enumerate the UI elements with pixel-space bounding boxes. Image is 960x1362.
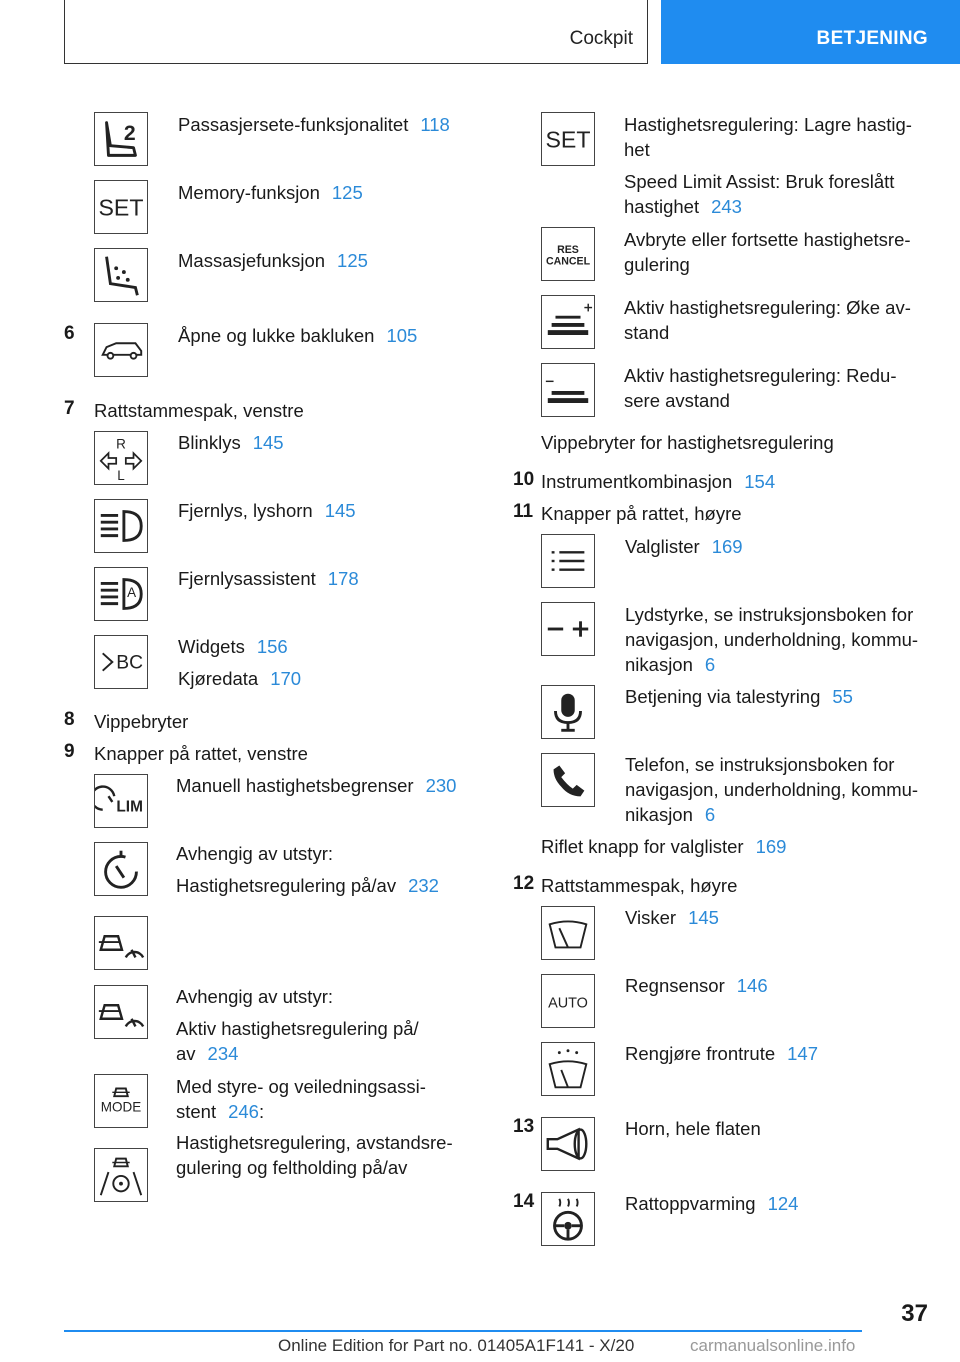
wiper-text: [625, 905, 719, 930]
lane-label-line1: Hastighetsregulering, avstandsre-: [176, 1132, 453, 1153]
high-beam-page-link[interactable]: 145: [324, 500, 356, 521]
phone-page-link[interactable]: 6: [704, 804, 716, 825]
phone-icon: [541, 753, 595, 807]
cruise-control-icon: [94, 842, 148, 896]
item-12-number: 12: [513, 873, 535, 894]
widgets-page-link[interactable]: 156: [256, 636, 288, 657]
sla-label-line1: Speed Limit Assist: Bruk foreslått: [624, 171, 895, 192]
acc-page-link[interactable]: 234: [207, 1043, 239, 1064]
acc-icon: [94, 916, 148, 970]
distance-plus-label-line2: stand: [624, 322, 670, 343]
item-10-label: Instrumentkombinasjon: [541, 471, 733, 492]
passenger-seat-label: Passasjersete-funksjonalitet: [178, 114, 409, 135]
cruise-label: Hastighetsregulering på/av: [176, 875, 397, 896]
mode-icon: [94, 1074, 148, 1128]
item-8-number: 8: [64, 709, 75, 730]
widgets-label: Widgets: [178, 636, 245, 657]
cruise-page-link[interactable]: 232: [408, 875, 439, 896]
mode-label-line2: stent: [176, 1101, 217, 1122]
item-6-number: 6: [64, 323, 75, 344]
set-speed-icon-text: SET: [545, 126, 591, 153]
distance-minus-label-line2: sere avstand: [624, 390, 730, 411]
volume-label-line3: nikasjon: [625, 654, 693, 675]
horn-icon: [541, 1117, 595, 1171]
acc-icon-2: [94, 985, 148, 1039]
voice-text: [625, 684, 853, 709]
res-cancel-icon: [541, 227, 595, 281]
header-section-box: [64, 0, 648, 64]
item-11-number: 11: [513, 501, 534, 522]
header-chapter: BETJENING: [816, 28, 928, 49]
memory-text: [178, 180, 363, 205]
widgets-text: [178, 634, 288, 659]
set-icon: [94, 180, 148, 234]
distance-plus-icon: [541, 295, 595, 349]
item-14-label: Rattoppvarming: [625, 1193, 756, 1214]
page-number: 37: [901, 1300, 928, 1327]
high-beam-assist-label: Fjernlysassistent: [178, 568, 316, 589]
volume-text-line3: [625, 652, 715, 677]
bc-icon-text: BC: [116, 652, 144, 674]
footer-watermark: carmanualsonline.info: [690, 1336, 856, 1355]
mode-icon-text: MODE: [100, 1099, 142, 1115]
acc-label-line1: Aktiv hastighetsregulering på/: [176, 1018, 419, 1039]
set-speed-label-line2: het: [624, 139, 650, 160]
massage-page-link[interactable]: 125: [337, 250, 368, 271]
knurled-page-link[interactable]: 169: [755, 836, 787, 857]
rocker-label: Vippebryter for hastighetsregulering: [541, 432, 834, 453]
speed-limiter-label: Manuell hastighetsbegrenser: [176, 775, 414, 796]
item-12-label: Rattstammespak, høyre: [541, 875, 738, 896]
speed-limiter-page-link[interactable]: 230: [425, 775, 457, 796]
wiper-label: Visker: [625, 907, 677, 928]
distance-minus-label-line1: Aktiv hastighetsregulering: Redu-: [624, 365, 897, 386]
high-beam-assist-page-link[interactable]: 178: [327, 568, 359, 589]
item-7-number: 7: [64, 398, 75, 419]
rain-label: Regnsensor: [625, 975, 725, 996]
acc-label-line2: av: [176, 1043, 196, 1064]
item-13-label: Horn, hele flaten: [625, 1118, 761, 1139]
volume-label-line1: Lydstyrke, se instruksjonsboken for: [625, 604, 914, 625]
res-cancel-label-line1: Avbryte eller fortsette hastighetsre-: [624, 229, 911, 250]
turn-signal-label: Blinklys: [178, 432, 241, 453]
sla-page-link[interactable]: 243: [711, 196, 742, 217]
item-8-label: Vippebryter: [94, 711, 189, 732]
footer-divider: [64, 1330, 862, 1332]
turn-signal-page-link[interactable]: 145: [252, 432, 284, 453]
lists-page-link[interactable]: 169: [711, 536, 743, 557]
list-icon: [541, 534, 595, 588]
res-icon-text: RES: [557, 244, 579, 257]
volume-icon: [541, 602, 595, 656]
turn-signal-text: [178, 430, 284, 455]
distance-plus-label-line1: Aktiv hastighetsregulering: Øke av-: [624, 297, 911, 318]
wiper-page-link[interactable]: 145: [688, 907, 719, 928]
high-beam-label: Fjernlys, lyshorn: [178, 500, 313, 521]
tailgate-text: [178, 323, 417, 348]
item-14-page-link[interactable]: 124: [767, 1193, 799, 1214]
sla-label-line2: hastighet: [624, 196, 700, 217]
acc-equip-label: Avhengig av utstyr:: [176, 986, 333, 1007]
high-beam-icon: [94, 499, 148, 553]
microphone-icon: [541, 685, 595, 739]
set-icon-text: SET: [98, 194, 144, 221]
rain-page-link[interactable]: 146: [736, 975, 768, 996]
trip-data-label: Kjøredata: [178, 668, 259, 689]
volume-page-link[interactable]: 6: [704, 654, 716, 675]
lists-label: Valglister: [625, 536, 700, 557]
lists-text: [625, 534, 743, 559]
high-beam-assist-icon: [94, 567, 148, 621]
distance-minus-icon: [541, 363, 595, 417]
phone-label-line3: nikasjon: [625, 804, 693, 825]
item-14-text: [625, 1191, 798, 1216]
item-9-number: 9: [64, 741, 75, 762]
voice-page-link[interactable]: 55: [832, 686, 853, 707]
memory-label: Memory-funksjon: [178, 182, 320, 203]
bc-icon: [94, 635, 148, 689]
cruise-text: [176, 873, 439, 898]
knurled-label: Riflet knapp for valglister: [541, 836, 744, 857]
seat-icon-digit: 2: [123, 121, 136, 145]
speed-limiter-text: [176, 773, 456, 798]
passenger-seat-page-link[interactable]: 118: [420, 114, 450, 135]
volume-label-line2: navigasjon, underholdning, kommu-: [625, 629, 919, 650]
high-beam-assist-text: [178, 566, 359, 591]
item-6-label: Åpne og lukke bakluken: [178, 325, 375, 346]
set-speed-label-line1: Hastighetsregulering: Lagre hastig-: [624, 114, 912, 135]
item-10-text: [541, 469, 775, 494]
item-13-number: 13: [513, 1116, 535, 1137]
memory-page-link[interactable]: 125: [331, 182, 363, 203]
washer-icon: [541, 1042, 595, 1096]
rain-sensor-auto: AUTO: [548, 995, 588, 1012]
speed-limiter-icon: [94, 774, 148, 828]
phone-text-line3: [625, 802, 715, 827]
lane-label-line2: gulering og feltholding på/av: [176, 1157, 408, 1178]
washer-label: Rengjøre frontrute: [625, 1043, 776, 1064]
high-beam-assist-a: A: [127, 584, 137, 600]
mode-label-line1: Med styre- og veiledningsassi-: [176, 1076, 426, 1097]
header-section: Cockpit: [569, 28, 633, 49]
item-6-page-link[interactable]: 105: [386, 325, 418, 346]
trip-data-text: [178, 666, 301, 691]
massage-seat-icon: [94, 248, 148, 302]
turn-signal-r: R: [116, 436, 126, 452]
item-9-label: Knapper på rattet, venstre: [94, 743, 308, 764]
knurled-text: [541, 834, 786, 859]
cruise-equip-label: Avhengig av utstyr:: [176, 843, 333, 864]
cancel-icon-text: CANCEL: [545, 255, 591, 268]
turn-signal-icon: [94, 431, 148, 485]
steering-heat-icon: [541, 1192, 595, 1246]
washer-text: [625, 1041, 818, 1066]
seat-memory-icon: [94, 112, 148, 166]
trip-data-page-link[interactable]: 170: [270, 668, 302, 689]
header-chapter-box: [661, 0, 960, 64]
item-10-number: 10: [513, 469, 535, 490]
speed-limiter-lim: LIM: [116, 798, 143, 816]
voice-label: Betjening via talestyring: [625, 686, 821, 707]
item-11-label: Knapper på rattet, høyre: [541, 503, 742, 524]
rain-text: [625, 973, 768, 998]
item-7-label: Rattstammespak, venstre: [94, 400, 304, 421]
res-cancel-label-line2: gulering: [624, 254, 690, 275]
washer-page-link[interactable]: 147: [787, 1043, 818, 1064]
set-speed-icon: [541, 112, 595, 166]
acc-text-line2: [176, 1041, 238, 1066]
lane-keeping-icon: [94, 1148, 148, 1202]
tailgate-icon: [94, 323, 148, 377]
passenger-seat-text: [178, 112, 450, 137]
wiper-icon: [541, 906, 595, 960]
mode-page-link[interactable]: 246: [228, 1101, 259, 1122]
massage-label: Massasjefunksjon: [178, 250, 326, 271]
high-beam-text: [178, 498, 356, 523]
massage-text: [178, 248, 368, 273]
mode-text-line2: [176, 1099, 264, 1124]
item-10-page-link[interactable]: 154: [744, 471, 776, 492]
sla-text-line2: [624, 194, 742, 219]
turn-signal-l: L: [117, 468, 125, 484]
item-14-number: 14: [513, 1191, 535, 1212]
footer-edition: Online Edition for Part no. 01405A1F141 - X/20: [278, 1336, 635, 1355]
rain-sensor-icon: [541, 974, 595, 1028]
mode-suffix: :: [258, 1101, 265, 1122]
phone-label-line2: navigasjon, underholdning, kommu-: [625, 779, 919, 800]
phone-label-line1: Telefon, se instruksjonsboken for: [625, 754, 895, 775]
